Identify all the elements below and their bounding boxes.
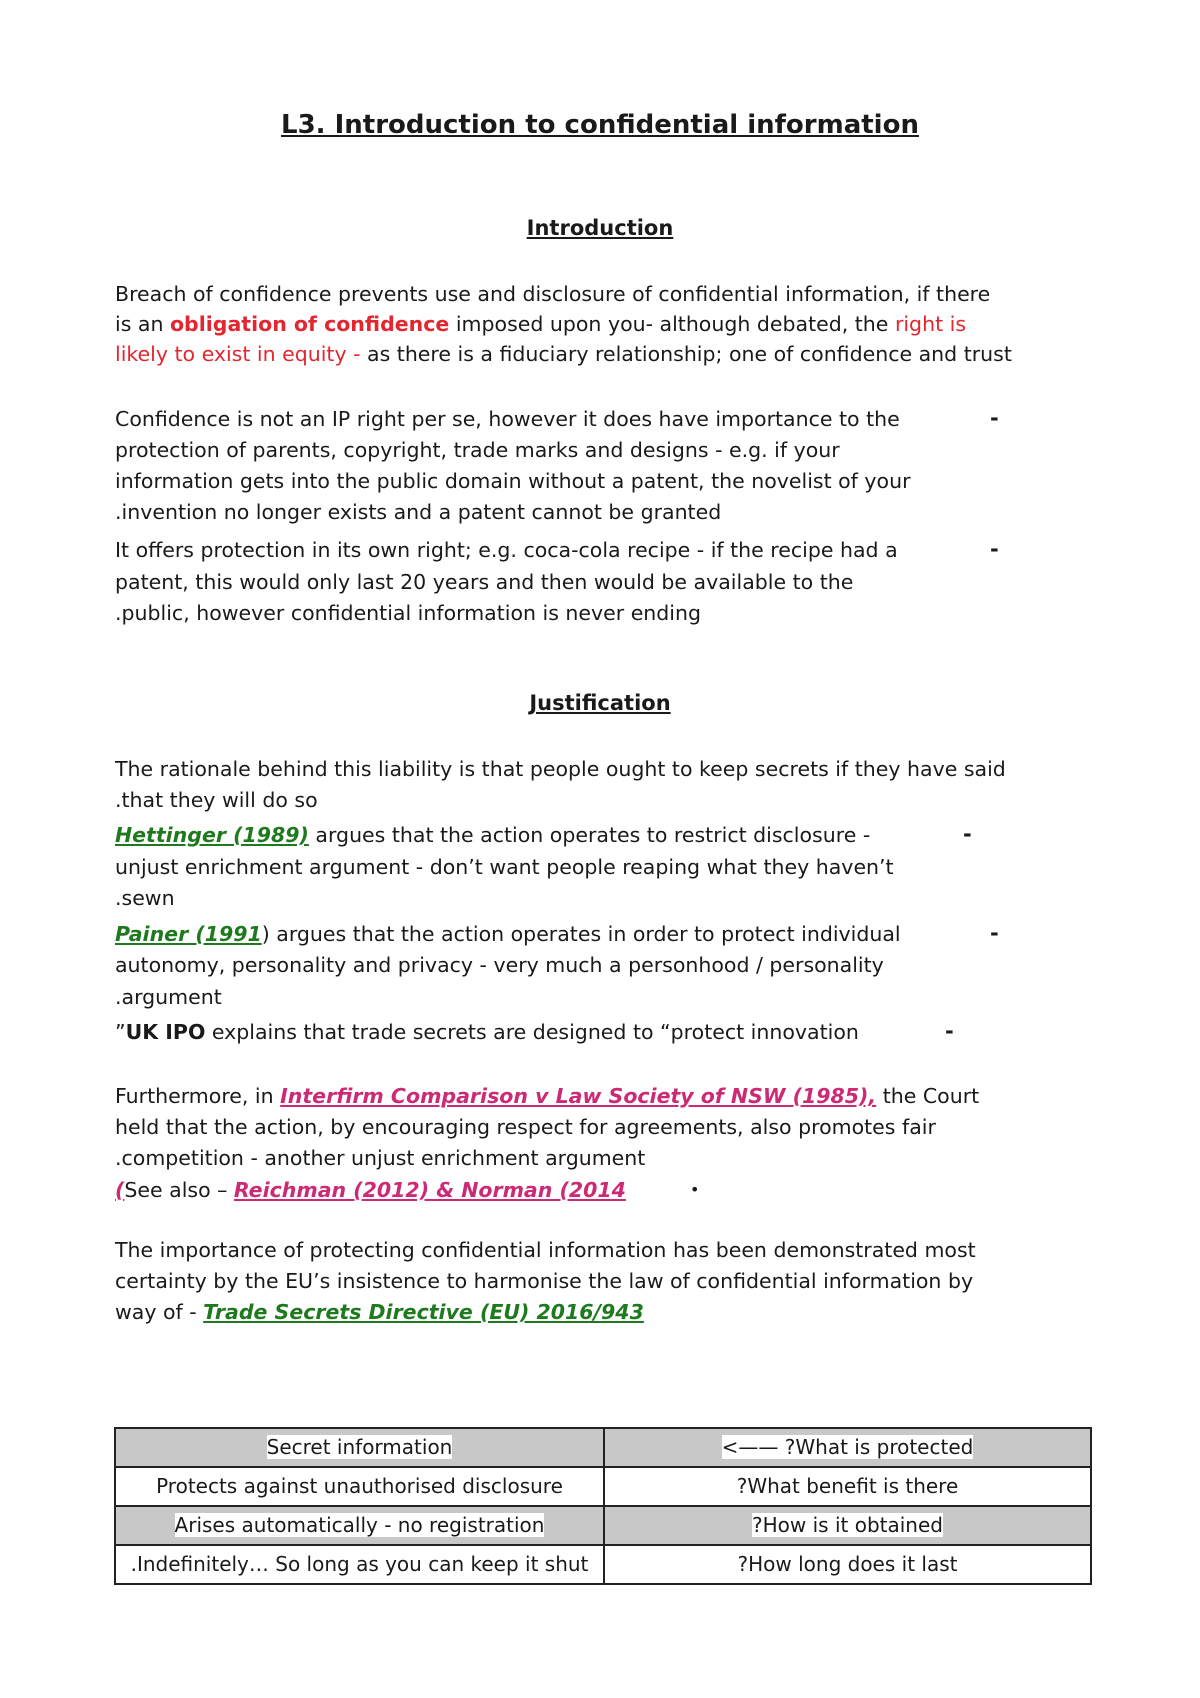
page-title: L3. Introduction to confidential information xyxy=(281,110,919,140)
importance-line-2: certainty by the EU’s insistence to harmonise the law of confidential information by xyxy=(115,1269,974,1293)
summary-table xyxy=(114,1427,1092,1585)
intro-paragraph-line-3: likely to exist in equity - as there is a fiduciary relationship; one of confidence and trust xyxy=(115,342,1012,366)
painer-citation-link[interactable]: Painer (1991 xyxy=(115,922,262,946)
intro-bullet-1-line-1: Confidence is not an IP right per se, however it does have importance to the xyxy=(115,407,900,431)
table-cell: <—— ?What is protected xyxy=(604,1428,1091,1467)
bullet-dash: - xyxy=(990,406,999,430)
intro-bullet-2-line-3: .public, however confidential information is never ending xyxy=(115,601,702,625)
hettinger-line-3: .sewn xyxy=(115,886,175,910)
justification-paragraph-line-2: .that they will do so xyxy=(115,788,318,812)
table-cell: ?What benefit is there xyxy=(604,1467,1091,1506)
table-row xyxy=(115,1506,1091,1545)
painer-line-3: .argument xyxy=(115,985,222,1009)
hettinger-citation-link[interactable]: Hettinger (1989) xyxy=(115,823,309,847)
interfirm-citation-link[interactable]: Interfirm Comparison v Law Society of NSW (1985), xyxy=(280,1084,877,1108)
table-row xyxy=(115,1428,1091,1467)
intro-heading: Introduction xyxy=(526,216,674,240)
table-cell: Protects against unauthorised disclosure xyxy=(115,1467,604,1506)
table-cell: ?How is it obtained xyxy=(604,1506,1091,1545)
table-cell: Arises automatically - no registration xyxy=(115,1506,604,1545)
painer-line-1: Painer (1991) argues that the action operates in order to protect individual xyxy=(115,922,901,946)
see-also-line: (See also – Reichman (2012) & Norman (2014 xyxy=(115,1178,626,1202)
intro-paragraph-line-2: is an obligation of confidence imposed upon you- although debated, the right is xyxy=(115,312,966,336)
obligation-of-confidence-term: obligation of confidence xyxy=(169,312,450,336)
bullet-dash: - xyxy=(963,822,972,846)
hettinger-line-2: unjust enrichment argument - don’t want people reaping what they haven’t xyxy=(115,855,894,879)
bullet-dash: - xyxy=(990,537,999,561)
trade-secrets-directive-link[interactable]: Trade Secrets Directive (EU) 2016/943 xyxy=(203,1300,644,1324)
hettinger-line-1: Hettinger (1989) argues that the action operates to restrict disclosure - xyxy=(115,823,871,847)
bullet-dash: - xyxy=(990,921,999,945)
interfirm-line-2: held that the action, by encouraging respect for agreements, also promotes fair xyxy=(115,1115,936,1139)
intro-bullet-1-line-4: .invention no longer exists and a patent cannot be granted xyxy=(115,500,722,524)
bullet-dash: - xyxy=(945,1019,954,1043)
bullet-dot: • xyxy=(690,1180,700,1199)
justification-heading: Justification xyxy=(529,691,671,715)
importance-line-1: The importance of protecting confidential information has been demonstrated most xyxy=(115,1238,976,1262)
table-cell: .Indefinitely… So long as you can keep it shut xyxy=(115,1545,604,1584)
table-cell: Secret information xyxy=(115,1428,604,1467)
intro-bullet-2-line-1: It offers protection in its own right; e.g. coca-cola recipe - if the recipe had a xyxy=(115,538,898,562)
intro-bullet-1-line-3: information gets into the public domain without a patent, the novelist of your xyxy=(115,469,911,493)
intro-bullet-2-line-2: patent, this would only last 20 years and then would be available to the xyxy=(115,570,854,594)
interfirm-line-1: Furthermore, in Interfirm Comparison v Law Society of NSW (1985), the Court xyxy=(115,1084,980,1108)
table-cell: ?How long does it last xyxy=(604,1545,1091,1584)
uk-ipo-line: ”UK IPO explains that trade secrets are designed to “protect innovation xyxy=(115,1020,859,1044)
importance-line-3: way of - Trade Secrets Directive (EU) 2016/943 xyxy=(115,1300,644,1324)
interfirm-line-3: .competition - another unjust enrichment argument xyxy=(115,1146,646,1170)
justification-paragraph-line-1: The rationale behind this liability is that people ought to keep secrets if they have said xyxy=(115,757,1006,781)
intro-bullet-1-line-2: protection of parents, copyright, trade marks and designs - e.g. if your xyxy=(115,438,840,462)
painer-line-2: autonomy, personality and privacy - very much a personhood / personality xyxy=(115,953,884,977)
table-row xyxy=(115,1545,1091,1584)
intro-paragraph-line-1: Breach of confidence prevents use and disclosure of confidential information, if there xyxy=(115,282,991,306)
reichman-norman-citation-link[interactable]: Reichman (2012) & Norman (2014 xyxy=(233,1178,626,1202)
table-row xyxy=(115,1467,1091,1506)
